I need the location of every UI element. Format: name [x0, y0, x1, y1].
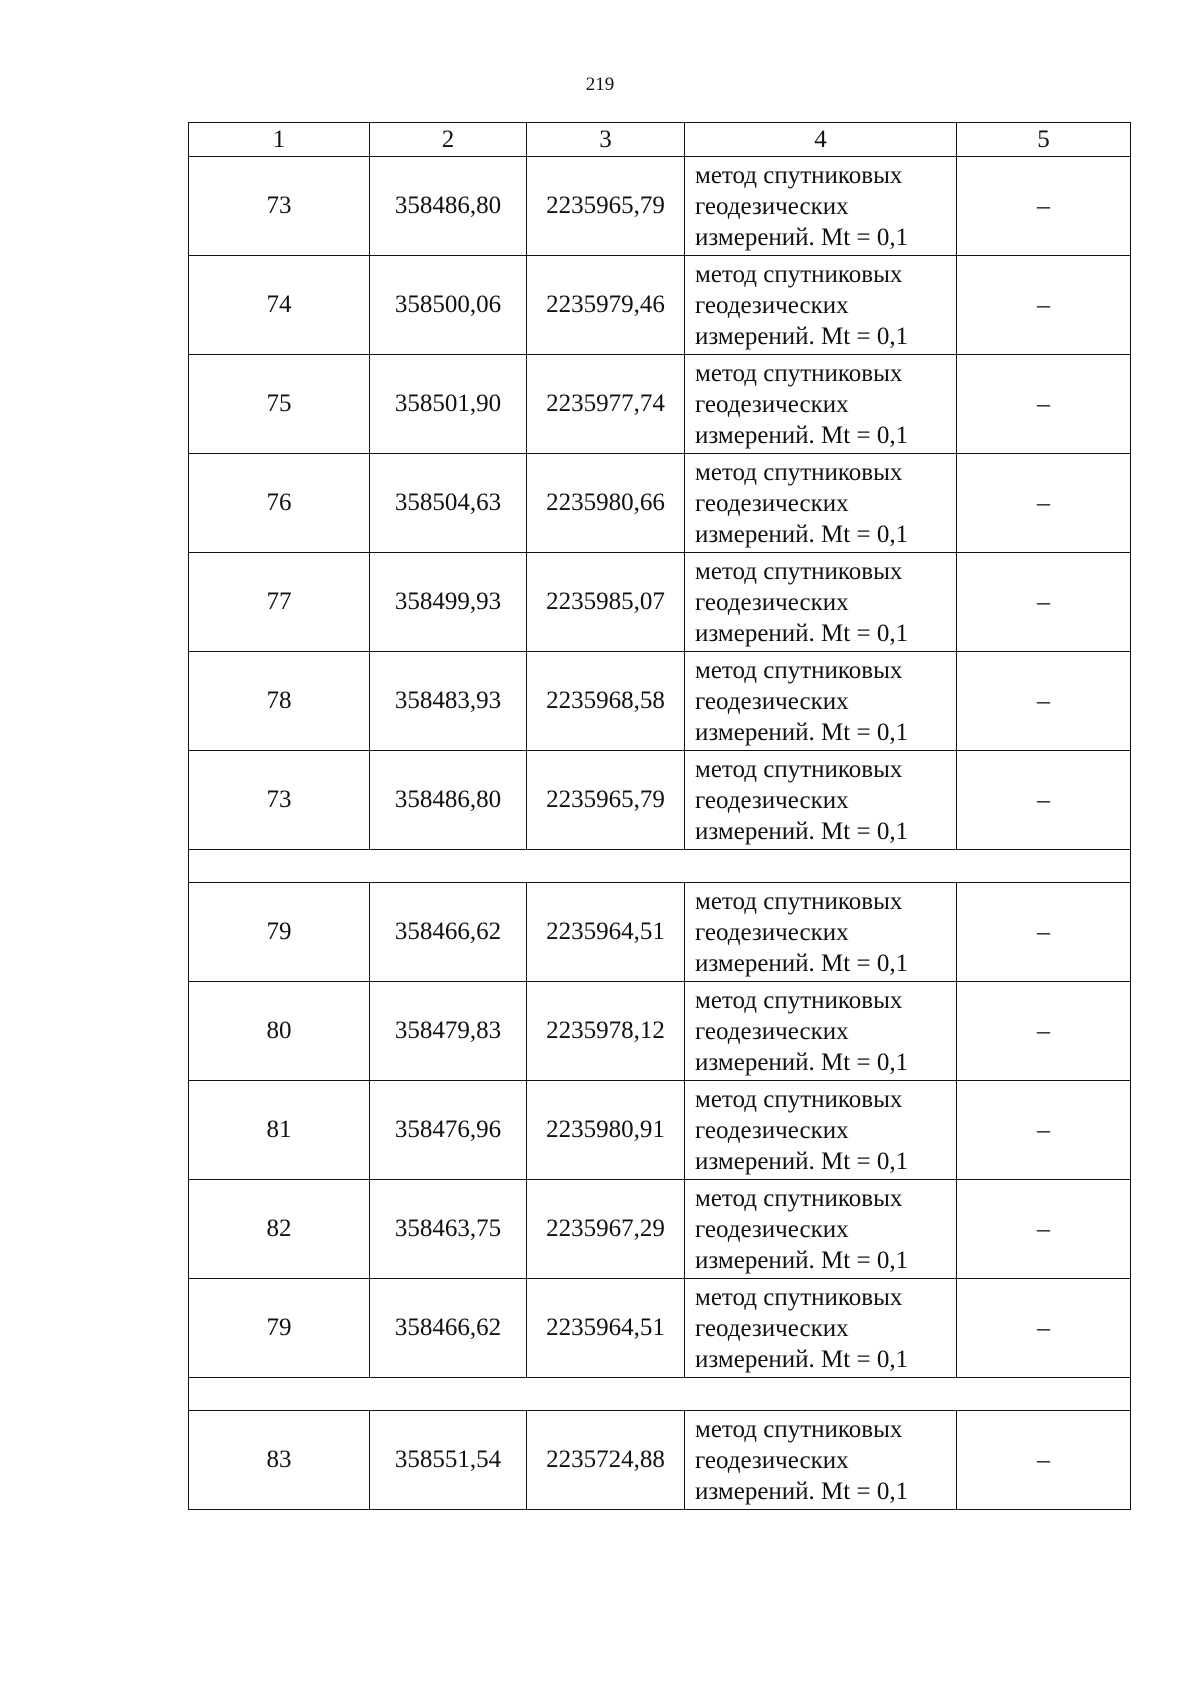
method-line: измерений. Mt = 0,1: [695, 949, 909, 977]
method-line: геодезических: [695, 588, 849, 616]
method-cell: [685, 454, 957, 553]
method-line: геодезических: [695, 918, 849, 946]
method-line: измерений. Mt = 0,1: [695, 322, 909, 350]
method-line: геодезических: [695, 489, 849, 517]
separator-cell: [189, 1378, 1131, 1411]
y-coordinate-cell: 2235965,79: [527, 751, 685, 850]
x-coordinate-cell: 358500,06: [370, 256, 527, 355]
separator-cell: [189, 850, 1131, 883]
note-cell: –: [957, 652, 1131, 751]
method-line: геодезических: [695, 786, 849, 814]
y-coordinate-cell: 2235978,12: [527, 982, 685, 1081]
column-header: 1: [189, 123, 370, 157]
method-line: метод спутниковых: [695, 1415, 903, 1443]
column-header: 3: [527, 123, 685, 157]
table-row: [189, 652, 1131, 751]
point-number-cell: 73: [189, 157, 370, 256]
y-coordinate-cell: 2235964,51: [527, 1279, 685, 1378]
y-coordinate-cell: 2235980,91: [527, 1081, 685, 1180]
method-line: геодезических: [695, 1116, 849, 1144]
method-line: метод спутниковых: [695, 1184, 903, 1212]
coordinates-table: [188, 122, 1131, 1510]
method-line: измерений. Mt = 0,1: [695, 1477, 909, 1505]
x-coordinate-cell: 358504,63: [370, 454, 527, 553]
x-coordinate-cell: 358486,80: [370, 157, 527, 256]
point-number-cell: 74: [189, 256, 370, 355]
table-row: [189, 553, 1131, 652]
note-cell: –: [957, 355, 1131, 454]
method-line: метод спутниковых: [695, 161, 903, 189]
method-line: измерений. Mt = 0,1: [695, 619, 909, 647]
method-line: метод спутниковых: [695, 755, 903, 783]
note-cell: –: [957, 1411, 1131, 1510]
point-number-cell: 81: [189, 1081, 370, 1180]
point-number-cell: 75: [189, 355, 370, 454]
note-cell: –: [957, 1081, 1131, 1180]
method-line: метод спутниковых: [695, 1085, 903, 1113]
method-cell: [685, 883, 957, 982]
method-line: метод спутниковых: [695, 656, 903, 684]
table-row: [189, 1081, 1131, 1180]
point-number-cell: 82: [189, 1180, 370, 1279]
point-number-cell: 83: [189, 1411, 370, 1510]
method-cell: [685, 1081, 957, 1180]
method-cell: [685, 355, 957, 454]
method-line: геодезических: [695, 291, 849, 319]
y-coordinate-cell: 2235968,58: [527, 652, 685, 751]
y-coordinate-cell: 2235965,79: [527, 157, 685, 256]
table-row: [189, 454, 1131, 553]
note-cell: –: [957, 1180, 1131, 1279]
table-row: [189, 883, 1131, 982]
note-cell: –: [957, 982, 1131, 1081]
method-line: геодезических: [695, 1446, 849, 1474]
table-row: [189, 751, 1131, 850]
y-coordinate-cell: 2235967,29: [527, 1180, 685, 1279]
table-row: [189, 157, 1131, 256]
table-row: [189, 256, 1131, 355]
method-line: метод спутниковых: [695, 887, 903, 915]
column-header: 2: [370, 123, 527, 157]
method-line: геодезических: [695, 1215, 849, 1243]
method-line: геодезических: [695, 390, 849, 418]
x-coordinate-cell: 358463,75: [370, 1180, 527, 1279]
point-number-cell: 73: [189, 751, 370, 850]
table-body: [189, 123, 1131, 1510]
x-coordinate-cell: 358551,54: [370, 1411, 527, 1510]
x-coordinate-cell: 358466,62: [370, 883, 527, 982]
point-number-cell: 79: [189, 883, 370, 982]
method-cell: [685, 1279, 957, 1378]
column-header: 5: [957, 123, 1131, 157]
method-cell: [685, 157, 957, 256]
header-row: [189, 123, 1131, 157]
note-cell: –: [957, 553, 1131, 652]
method-line: метод спутниковых: [695, 1283, 903, 1311]
y-coordinate-cell: 2235980,66: [527, 454, 685, 553]
table-row: [189, 355, 1131, 454]
x-coordinate-cell: 358466,62: [370, 1279, 527, 1378]
method-cell: [685, 1411, 957, 1510]
table-row: [189, 1180, 1131, 1279]
method-cell: [685, 751, 957, 850]
note-cell: –: [957, 751, 1131, 850]
x-coordinate-cell: 358499,93: [370, 553, 527, 652]
method-line: измерений. Mt = 0,1: [695, 1147, 909, 1175]
method-line: измерений. Mt = 0,1: [695, 1345, 909, 1373]
point-number-cell: 77: [189, 553, 370, 652]
note-cell: –: [957, 256, 1131, 355]
table-row: [189, 1279, 1131, 1378]
method-line: измерений. Mt = 0,1: [695, 223, 909, 251]
point-number-cell: 80: [189, 982, 370, 1081]
method-line: измерений. Mt = 0,1: [695, 718, 909, 746]
column-header: 4: [685, 123, 957, 157]
x-coordinate-cell: 358486,80: [370, 751, 527, 850]
method-cell: [685, 652, 957, 751]
method-line: измерений. Mt = 0,1: [695, 817, 909, 845]
method-line: метод спутниковых: [695, 359, 903, 387]
method-line: геодезических: [695, 192, 849, 220]
method-cell: [685, 256, 957, 355]
y-coordinate-cell: 2235979,46: [527, 256, 685, 355]
y-coordinate-cell: 2235964,51: [527, 883, 685, 982]
method-line: геодезических: [695, 687, 849, 715]
method-line: измерений. Mt = 0,1: [695, 520, 909, 548]
contour-separator-row: [189, 850, 1131, 883]
page-number: 219: [585, 74, 615, 95]
method-line: измерений. Mt = 0,1: [695, 1048, 909, 1076]
x-coordinate-cell: 358479,83: [370, 982, 527, 1081]
note-cell: –: [957, 883, 1131, 982]
point-number-cell: 78: [189, 652, 370, 751]
table-row: [189, 982, 1131, 1081]
x-coordinate-cell: 358501,90: [370, 355, 527, 454]
point-number-cell: 79: [189, 1279, 370, 1378]
method-line: метод спутниковых: [695, 986, 903, 1014]
method-line: измерений. Mt = 0,1: [695, 1246, 909, 1274]
y-coordinate-cell: 2235724,88: [527, 1411, 685, 1510]
method-cell: [685, 982, 957, 1081]
method-cell: [685, 553, 957, 652]
y-coordinate-cell: 2235985,07: [527, 553, 685, 652]
table-row: [189, 1411, 1131, 1510]
note-cell: –: [957, 454, 1131, 553]
x-coordinate-cell: 358476,96: [370, 1081, 527, 1180]
method-line: измерений. Mt = 0,1: [695, 421, 909, 449]
method-line: метод спутниковых: [695, 458, 903, 486]
method-line: геодезических: [695, 1314, 849, 1342]
method-line: метод спутниковых: [695, 260, 903, 288]
method-line: метод спутниковых: [695, 557, 903, 585]
x-coordinate-cell: 358483,93: [370, 652, 527, 751]
method-line: геодезических: [695, 1017, 849, 1045]
note-cell: –: [957, 1279, 1131, 1378]
method-cell: [685, 1180, 957, 1279]
note-cell: –: [957, 157, 1131, 256]
point-number-cell: 76: [189, 454, 370, 553]
contour-separator-row: [189, 1378, 1131, 1411]
y-coordinate-cell: 2235977,74: [527, 355, 685, 454]
